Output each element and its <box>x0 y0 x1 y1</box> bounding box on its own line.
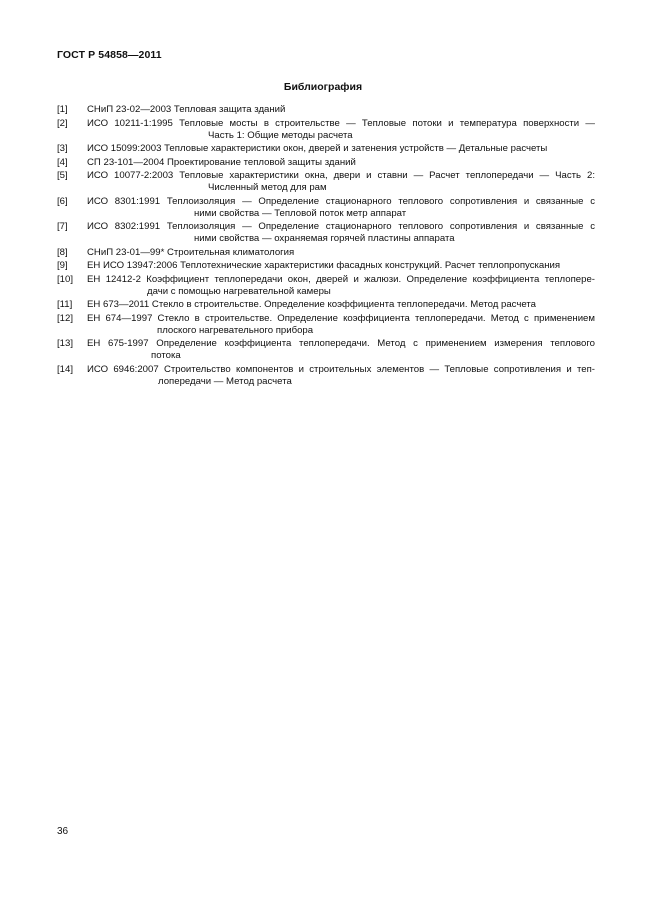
bibliography-entry-text: ИСО 10077-2:2003 Тепловые характеристики окна, двери и ставни — Расчет теплопередачи — Часть 2: <box>87 170 595 181</box>
bibliography-entry-text: ЕН ИСО 13947:2006 Теплотехнические характеристики фасадных конструкций. Расчет теплопропускания <box>87 260 561 271</box>
bibliography-entry <box>57 274 595 298</box>
page-number: 36 <box>57 826 69 837</box>
bibliography-entry-number: [3] <box>57 143 68 154</box>
standard-code-header: ГОСТ Р 54858—2011 <box>57 49 162 61</box>
bibliography-entry <box>57 221 595 245</box>
bibliography-entry-text: ИСО 10211-1:1995 Тепловые мосты в строительстве — Тепловые потоки и температура поверхности — <box>87 117 595 129</box>
bibliography-entry <box>57 143 595 155</box>
bibliography-entry-continuation: потока <box>151 350 181 361</box>
bibliography-entry <box>57 196 595 220</box>
bibliography-entry-continuation: Часть 1: Общие методы расчета <box>208 129 353 141</box>
bibliography-entry-continuation: Численный метод для рам <box>208 182 327 193</box>
bibliography-entry-text: ЕН 12412-2 Коэффициент теплопередачи окон, дверей и жалюзи. Определение коэффициента теплопере- <box>87 273 595 285</box>
bibliography-list <box>57 104 595 389</box>
bibliography-entry-continuation: лопередачи — Метод расчета <box>158 375 292 387</box>
bibliography-entry-continuation: ними свойства — охраняемая горячей пластины аппарата <box>194 233 455 244</box>
bibliography-entry-number: [12] <box>57 312 74 324</box>
bibliography-entry-text: ИСО 6946:2007 Строительство компонентов и строительных элементов — Тепловые сопротивления и теп- <box>87 363 595 375</box>
bibliography-entry-text: ИСО 15099:2003 Тепловые характеристики окон, дверей и затенения устройств — Детальные расчеты <box>87 143 548 154</box>
bibliography-entry <box>57 299 595 311</box>
bibliography-entry-number: [13] <box>57 338 74 349</box>
bibliography-entry <box>57 118 595 142</box>
bibliography-entry <box>57 364 595 388</box>
bibliography-entry-continuation: дачи с помощью нагревательной камеры <box>147 285 331 297</box>
bibliography-entry-number: [11] <box>57 299 73 310</box>
bibliography-entry-text: СНиП 23-01—99* Строительная климатология <box>87 246 295 258</box>
bibliography-entry-continuation: ними свойства — Тепловой поток метр аппарат <box>194 207 407 219</box>
bibliography-entry <box>57 260 595 272</box>
bibliography-entry-text: ЕН 673—2011 Стекло в строительстве. Определение коэффициента теплопередачи. Метод расчета <box>87 299 537 310</box>
bibliography-entry-text: ЕН 674—1997 Стекло в строительстве. Определение коэффициента теплопередачи. Метод с применением <box>87 312 595 324</box>
bibliography-entry-number: [7] <box>57 221 68 232</box>
bibliography-entry <box>57 338 595 362</box>
bibliography-entry <box>57 247 595 259</box>
bibliography-entry-text: СП 23-101—2004 Проектирование тепловой защиты зданий <box>87 156 356 168</box>
bibliography-entry-number: [10] <box>57 273 74 285</box>
bibliography-entry-text: ИСО 8302:1991 Теплоизоляция — Определение стационарного теплового сопротивления и связанные с <box>87 221 595 232</box>
bibliography-entry <box>57 104 595 116</box>
section-title: Библиография <box>283 81 363 93</box>
bibliography-entry-text: СНиП 23-02—2003 Тепловая защита зданий <box>87 104 286 115</box>
bibliography-entry-continuation: плоского нагревательного прибора <box>157 324 314 336</box>
bibliography-entry <box>57 170 595 194</box>
bibliography-entry-text: ЕН 675-1997 Определение коэффициента теплопередачи. Метод с применением измерения теплового <box>87 338 595 349</box>
bibliography-entry-number: [8] <box>57 246 68 258</box>
bibliography-entry <box>57 157 595 169</box>
bibliography-entry <box>57 313 595 337</box>
bibliography-entry-text: ИСО 8301:1991 Теплоизоляция — Определение стационарного теплового сопротивления и связанные с <box>87 195 595 207</box>
bibliography-entry-number: [5] <box>57 170 68 181</box>
bibliography-entry-number: [14] <box>57 363 74 375</box>
bibliography-entry-number: [4] <box>57 156 68 168</box>
bibliography-entry-number: [2] <box>57 117 68 129</box>
bibliography-entry-number: [9] <box>57 260 68 271</box>
bibliography-entry-number: [6] <box>57 195 68 207</box>
bibliography-entry-number: [1] <box>57 104 68 115</box>
